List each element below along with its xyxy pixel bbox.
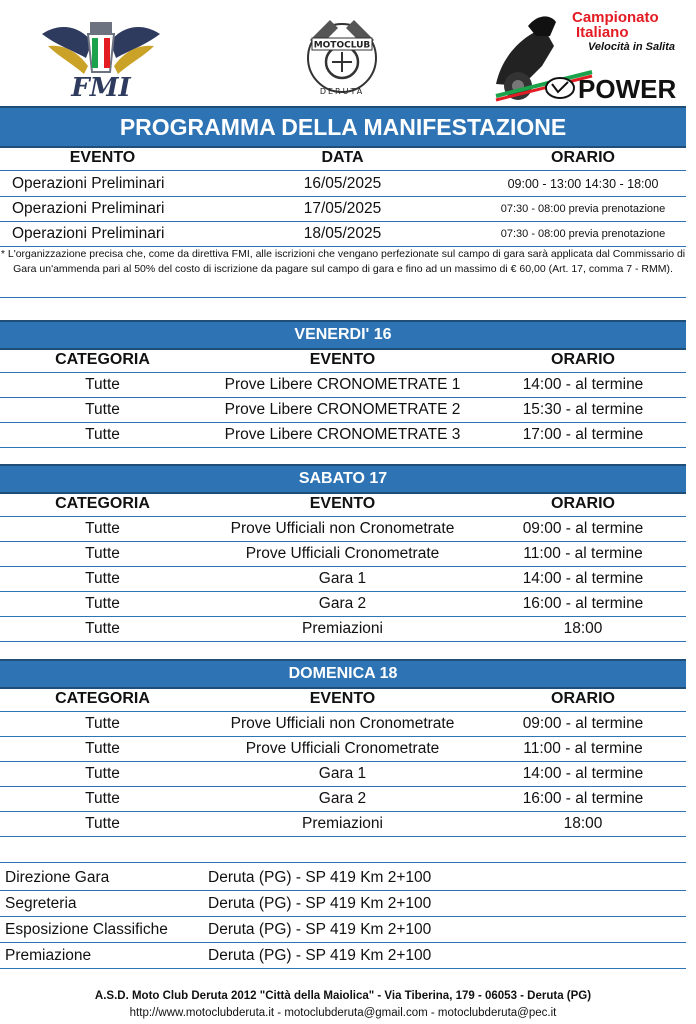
cell-evento: Prove Ufficiali Cronometrate	[245, 740, 440, 757]
header-evento: EVENTO	[309, 495, 376, 512]
cell-evento: Premiazioni	[302, 620, 383, 637]
cell-orario: 09:00 - al termine	[522, 520, 644, 537]
info-value: Deruta (PG) - SP 419 Km 2+100	[208, 921, 432, 938]
header-orario: ORARIO	[551, 690, 615, 707]
prelim-row	[0, 222, 686, 247]
info-label: Direzione Gara	[5, 869, 110, 886]
cell-evento: Prove Ufficiali non Cronometrate	[230, 715, 455, 732]
cell-orario: 14:00 - al termine	[522, 376, 644, 393]
svg-text:Campionato: Campionato	[572, 9, 659, 26]
table-row	[0, 398, 686, 423]
svg-text:MOTOCLUB: MOTOCLUB	[313, 40, 371, 51]
cell-categoria: Tutte	[85, 765, 120, 782]
footer-contacts: http://www.motoclubderuta.it - motoclubderuta@gmail.com - motoclubderuta@pec.it	[129, 1007, 557, 1019]
header-evento: EVENTO	[309, 690, 376, 707]
prelim-evento: Operazioni Preliminari	[12, 225, 165, 242]
day-title-sabato: SABATO 17	[0, 464, 686, 494]
prelim-data: 18/05/2025	[303, 225, 382, 242]
cell-categoria: Tutte	[85, 570, 120, 587]
prelim-row	[0, 197, 686, 222]
table-row	[0, 542, 686, 567]
cell-evento: Prove Libere CRONOMETRATE 2	[224, 401, 461, 418]
cell-categoria: Tutte	[85, 426, 120, 443]
cell-orario: 11:00 - al termine	[523, 740, 643, 757]
page-title: PROGRAMMA DELLA MANIFESTAZIONE	[0, 106, 686, 148]
svg-text:Italiano: Italiano	[576, 24, 629, 41]
svg-text:POWER: POWER	[578, 74, 677, 102]
motoclub-logo	[290, 10, 394, 102]
header-categoria: CATEGORIA	[55, 351, 150, 368]
prelim-header-row	[0, 146, 686, 171]
table-row	[0, 517, 686, 542]
table-row	[0, 423, 686, 448]
logo-header	[0, 0, 696, 108]
info-value: Deruta (PG) - SP 419 Km 2+100	[208, 895, 432, 912]
prelim-data: 16/05/2025	[303, 175, 382, 192]
table-row	[0, 617, 686, 642]
svg-text:DERUTA: DERUTA	[319, 87, 365, 96]
cell-orario: 11:00 - al termine	[523, 545, 643, 562]
info-label: Esposizione Classifiche	[5, 921, 168, 938]
cell-evento: Prove Libere CRONOMETRATE 3	[224, 426, 461, 443]
cell-orario: 09:00 - al termine	[522, 715, 644, 732]
info-label: Premiazione	[5, 947, 92, 964]
fmi-logo	[40, 12, 162, 100]
svg-text:FMI: FMI	[71, 73, 131, 100]
cell-categoria: Tutte	[85, 401, 120, 418]
table-row	[0, 737, 686, 762]
cell-evento: Gara 1	[318, 765, 367, 782]
prelim-row	[0, 172, 686, 197]
cell-evento: Gara 2	[318, 790, 367, 807]
prelim-orario: 09:00 - 13:00 14:30 - 18:00	[507, 177, 659, 191]
schedule-header-row	[0, 492, 686, 517]
table-row	[0, 592, 686, 617]
cell-orario: 14:00 - al termine	[522, 765, 644, 782]
schedule-header-row	[0, 348, 686, 373]
cell-orario: 18:00	[563, 815, 603, 832]
cell-categoria: Tutte	[85, 520, 120, 537]
divider	[0, 862, 686, 863]
table-row	[0, 567, 686, 592]
cell-evento: Prove Libere CRONOMETRATE 1	[224, 376, 461, 393]
header-categoria: CATEGORIA	[55, 495, 150, 512]
info-row	[0, 865, 686, 891]
cell-evento: Prove Ufficiali Cronometrate	[245, 545, 440, 562]
cell-orario: 18:00	[563, 620, 603, 637]
cell-categoria: Tutte	[85, 620, 120, 637]
header-evento: EVENTO	[69, 149, 136, 166]
cell-orario: 16:00 - al termine	[522, 790, 644, 807]
day-title-venerdi: VENERDI' 16	[0, 320, 686, 350]
cell-categoria: Tutte	[85, 376, 120, 393]
cell-evento: Premiazioni	[302, 815, 383, 832]
schedule-header-row	[0, 687, 686, 712]
table-row	[0, 373, 686, 398]
table-row	[0, 812, 686, 837]
footer-address: A.S.D. Moto Club Deruta 2012 "Città della Maiolica" - Via Tiberina, 179 - 06053 - Deruta (PG)	[94, 990, 592, 1002]
table-row	[0, 787, 686, 812]
campionato-italiano-logo	[492, 6, 680, 102]
cell-categoria: Tutte	[85, 545, 120, 562]
info-row	[0, 917, 686, 943]
registration-note: * L'organizzazione precisa che, come da direttiva FMI, alle iscrizioni che vengano perfezionate sul campo di gara sarà applicata dal Commissario di Gara un'ammenda pari al 50% del costo di iscrizione da pagare sul campo di gara e fino ad un massimo di € 60,00 (Art. 17, comma 7 - RMM).	[0, 247, 686, 298]
header-data: DATA	[321, 149, 364, 166]
cell-orario: 15:30 - al termine	[522, 401, 644, 418]
cell-evento: Gara 1	[318, 570, 367, 587]
cell-orario: 16:00 - al termine	[522, 595, 644, 612]
cell-categoria: Tutte	[85, 790, 120, 807]
header-orario: ORARIO	[551, 149, 615, 166]
prelim-orario: 07:30 - 08:00 previa prenotazione	[500, 228, 666, 240]
info-value: Deruta (PG) - SP 419 Km 2+100	[208, 869, 432, 886]
cell-categoria: Tutte	[85, 740, 120, 757]
svg-text:Velocità in Salita: Velocità in Salita	[588, 41, 676, 53]
prelim-orario: 07:30 - 08:00 previa prenotazione	[500, 203, 666, 215]
cell-evento: Prove Ufficiali non Cronometrate	[230, 520, 455, 537]
info-value: Deruta (PG) - SP 419 Km 2+100	[208, 947, 432, 964]
cell-categoria: Tutte	[85, 715, 120, 732]
header-orario: ORARIO	[551, 351, 615, 368]
header-orario: ORARIO	[551, 495, 615, 512]
header-evento: EVENTO	[309, 351, 376, 368]
cell-evento: Gara 2	[318, 595, 367, 612]
day-title-domenica: DOMENICA 18	[0, 659, 686, 689]
cell-orario: 14:00 - al termine	[522, 570, 644, 587]
cell-categoria: Tutte	[85, 595, 120, 612]
cell-categoria: Tutte	[85, 815, 120, 832]
table-row	[0, 762, 686, 787]
info-row	[0, 943, 686, 969]
prelim-evento: Operazioni Preliminari	[12, 175, 165, 192]
header-categoria: CATEGORIA	[55, 690, 150, 707]
cell-orario: 17:00 - al termine	[522, 426, 644, 443]
info-row	[0, 891, 686, 917]
prelim-evento: Operazioni Preliminari	[12, 200, 165, 217]
info-label: Segreteria	[5, 895, 77, 912]
table-row	[0, 712, 686, 737]
prelim-data: 17/05/2025	[303, 200, 382, 217]
